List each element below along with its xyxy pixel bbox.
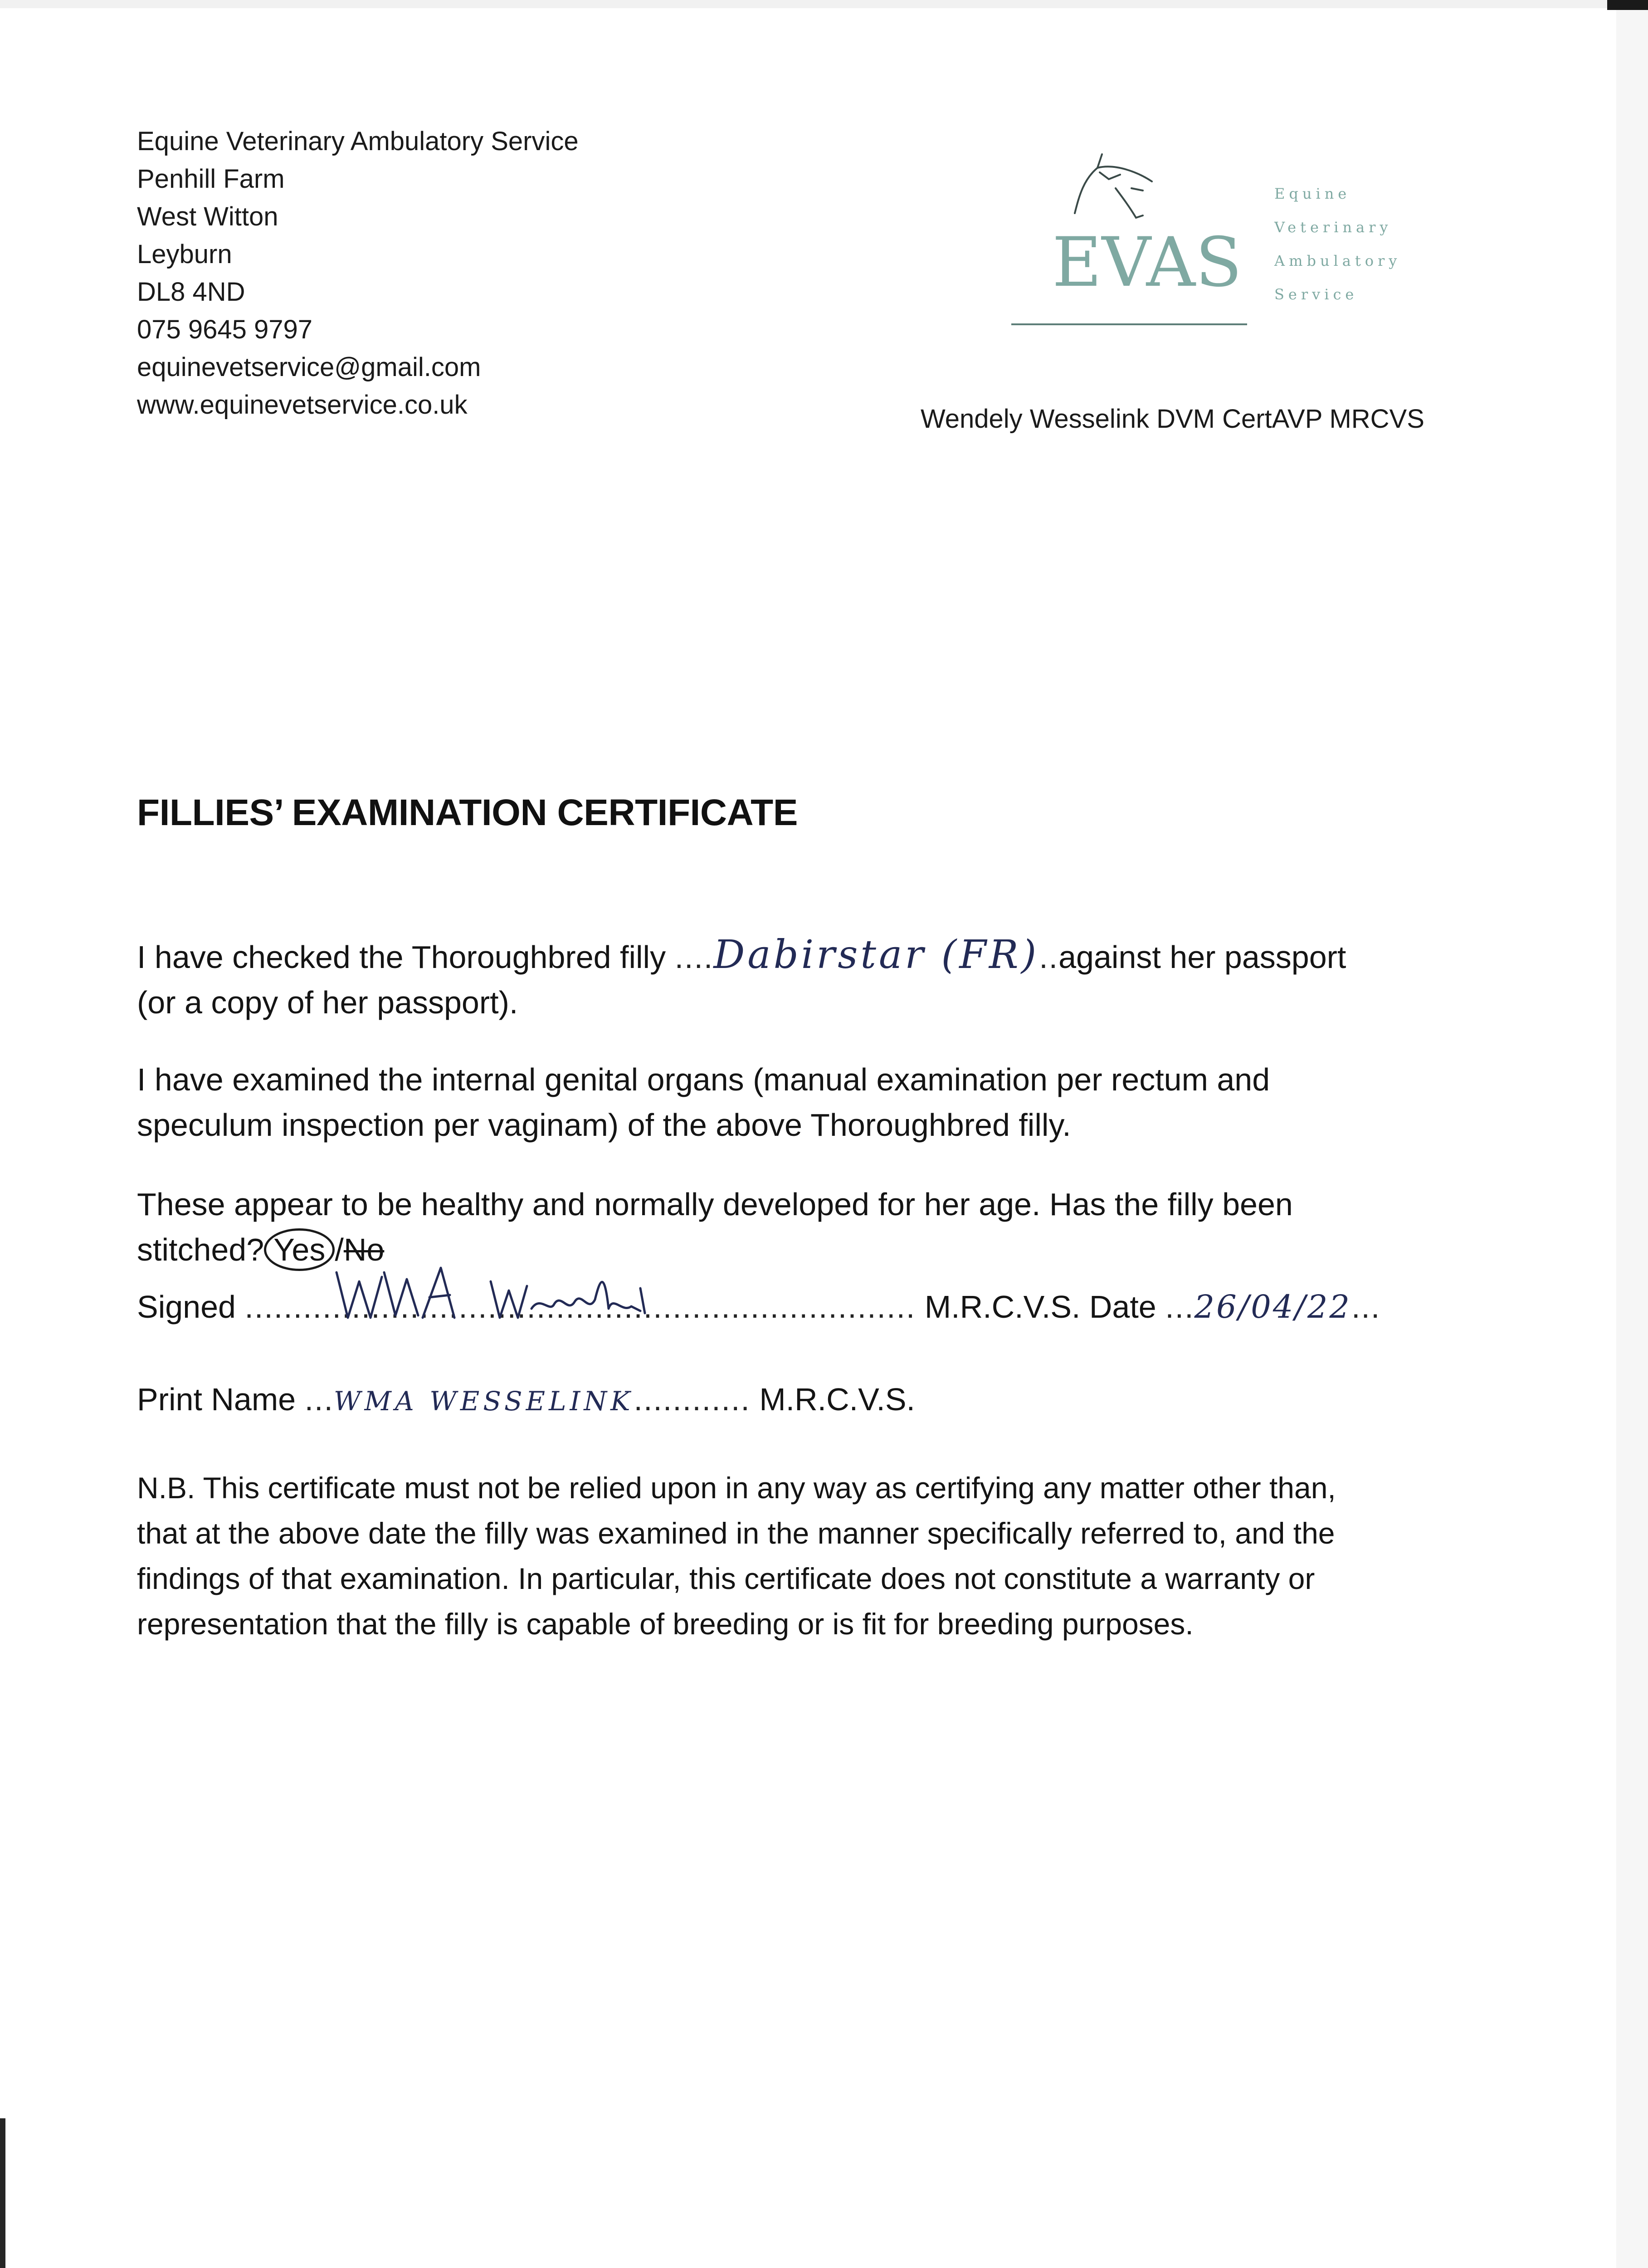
mrcvs-suffix: M.R.C.V.S. (759, 1382, 915, 1417)
text: I have examined the internal genital organs (manual examination per rectum and (137, 1062, 1270, 1097)
text: stitched? (137, 1232, 264, 1267)
filly-name-handwritten: Dabirstar (FR) (713, 932, 1039, 978)
address-line: West Witton (137, 202, 278, 231)
scan-mark-top (1607, 0, 1648, 10)
sender-address-block (137, 122, 579, 424)
paragraph-health (137, 1182, 1293, 1272)
mrcvs-date-label: M.R.C.V.S. Date (924, 1289, 1156, 1325)
print-name-label: Print Name (137, 1382, 296, 1417)
fill-dots: .. (1039, 939, 1059, 975)
signed-label: Signed (137, 1289, 236, 1325)
org-name: Equine Veterinary Ambulatory Service (137, 127, 579, 156)
address-line: Penhill Farm (137, 164, 285, 194)
website-url: www.equinevetservice.co.uk (137, 390, 468, 420)
logo-side-words (1274, 177, 1401, 311)
paragraph-examination (137, 1057, 1270, 1148)
scan-mark-left (0, 2118, 5, 2268)
scan-edge-top (0, 0, 1648, 8)
horse-head-icon (1075, 154, 1152, 218)
text: (or a copy of her passport). (137, 985, 518, 1020)
nb-disclaimer (137, 1465, 1336, 1647)
email-address: equinevetservice@gmail.com (137, 352, 481, 382)
signed-row (137, 1288, 1380, 1352)
logo-word: Veterinary (1274, 219, 1392, 236)
fill-dots: ... (304, 1382, 334, 1417)
logo-word: Service (1274, 286, 1358, 303)
text: that at the above date the filly was examined in the manner specifically referred to, and the (137, 1516, 1335, 1550)
text: findings of that examination. In particular, this certificate does not constitute a warranty or (137, 1562, 1315, 1595)
page-title: FILLIES’ EXAMINATION CERTIFICATE (137, 792, 798, 833)
separator: / (335, 1232, 344, 1267)
fill-dots: ..................................................................... (244, 1289, 916, 1325)
address-line: Leyburn (137, 240, 232, 269)
print-name-row (137, 1381, 915, 1418)
scan-edge-right (1616, 0, 1648, 2268)
text: speculum inspection per vaginam) of the above Thoroughbred filly. (137, 1107, 1071, 1143)
date-handwritten: 26/04/22 (1194, 1288, 1351, 1325)
fill-dots: ... (1351, 1289, 1381, 1325)
address-line: DL8 4ND (137, 277, 245, 307)
vet-name: Wendely Wesselink DVM CertAVP MRCVS (921, 404, 1424, 434)
text: These appear to be healthy and normally developed for her age. Has the filly been (137, 1187, 1293, 1222)
fill-dots: ... (1165, 1289, 1195, 1325)
logo-mark: EVAS (1052, 223, 1242, 302)
phone-number: 075 9645 9797 (137, 315, 313, 344)
no-struck: No (343, 1232, 385, 1267)
fill-dots: ............ (634, 1382, 751, 1417)
yes-circled: Yes (264, 1228, 335, 1271)
text: against her passport (1058, 939, 1346, 975)
logo-word: Ambulatory (1274, 252, 1401, 269)
print-name-handwritten: WMA WESSELINK (333, 1386, 634, 1417)
text: representation that the filly is capable of breeding or is fit for breeding purposes. (137, 1607, 1194, 1641)
signature-icon (327, 1254, 672, 1331)
paragraph-passport-check (137, 932, 1346, 1025)
text: N.B. This certificate must not be relied upon in any way as certifying any matter other than, (137, 1471, 1336, 1505)
text: I have checked the Thoroughbred filly (137, 939, 666, 975)
logo-word: Equine (1274, 185, 1351, 202)
fill-dots: .... (674, 939, 714, 975)
